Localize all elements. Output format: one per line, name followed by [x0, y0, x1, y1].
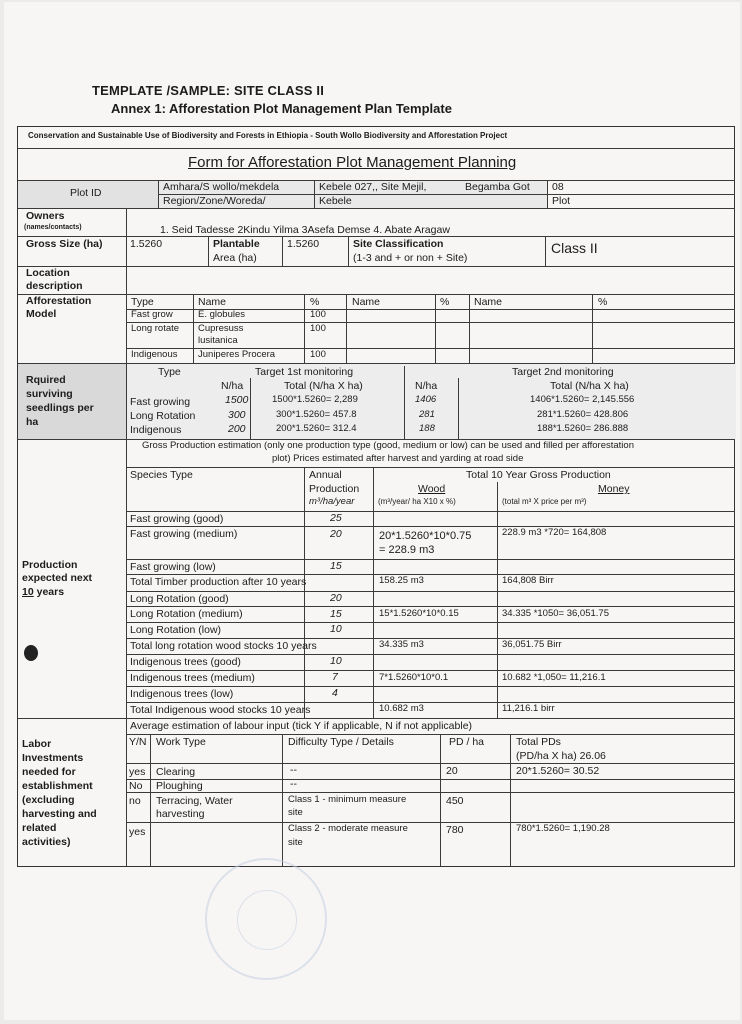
labour-label-6: harvesting and	[22, 808, 97, 820]
labour-row-difficulty: Class 1 - minimum measure	[288, 794, 407, 805]
plantable-value: 1.5260	[287, 238, 320, 250]
model-label: Afforestation	[26, 295, 92, 307]
labour-label-8: activities)	[22, 836, 71, 848]
labour-row-work: Terracing, Water	[156, 795, 233, 807]
labour-note: Average estimation of labour input (tick Y if applicable, N if not applicable)	[130, 720, 473, 732]
model-label-2: Model	[26, 308, 57, 320]
production-row-wood: 20*1.5260*10*0.75	[379, 530, 472, 542]
production-row-ap: 10	[330, 655, 342, 667]
seedlings-row-total2: 281*1.5260= 428.806	[537, 409, 629, 420]
got-value: Begamba Got	[465, 181, 530, 193]
production-row-money: 164,808 Birr	[502, 575, 554, 586]
seedlings-row-n2: 281	[419, 409, 435, 420]
labour-label-7: related	[22, 822, 57, 834]
model-row-name: Cupresuss	[198, 323, 244, 334]
production-row-ap: 20	[330, 592, 342, 604]
model-row-pct: 100	[310, 349, 326, 360]
production-row-name: Total Indigenous wood stocks 10 years	[130, 704, 311, 716]
labour-label-4: establishment	[22, 780, 93, 792]
production-row-name: Fast growing (low)	[130, 561, 216, 573]
seedlings-row-type: Fast growing	[130, 396, 191, 408]
seedlings-label-3: seedlings per	[26, 402, 94, 414]
model-name-header: Name	[198, 296, 227, 308]
nha-header-1: N/ha	[221, 380, 244, 392]
production-row-ap: 7	[332, 671, 338, 683]
production-row-money: 10.682 *1,050= 11,216.1	[502, 672, 606, 683]
labour-row-difficulty-2: site	[288, 837, 303, 848]
labour-row-work: Clearing	[156, 766, 196, 778]
seedlings-type-header: Type	[158, 366, 181, 378]
wood-unit: (m³/year/ ha X10 x %)	[378, 497, 456, 506]
production-row-money: 34.335 *1050= 36,051.75	[502, 608, 609, 619]
seedlings-label-2: surviving	[26, 388, 73, 400]
plantable-unit: Area (ha)	[213, 252, 257, 264]
target1-header: Target 1st monitoring	[255, 366, 354, 378]
official-stamp-seal	[205, 858, 327, 980]
production-label-3	[22, 586, 64, 598]
production-row-ap: 15	[330, 560, 342, 572]
annex-heading: Annex 1: Afforestation Plot Management Plan Template	[111, 101, 452, 116]
model-pct-header-2: %	[440, 296, 450, 308]
labour-row-yn: yes	[129, 766, 146, 778]
form-title: Form for Afforestation Plot Management Planning	[188, 154, 517, 171]
production-row-name: Fast growing (medium)	[130, 528, 238, 540]
seedlings-row-n1: 300	[228, 409, 246, 421]
production-row-ap: 10	[330, 623, 342, 635]
production-row-wood: 158.25 m3	[379, 575, 424, 586]
annual-header-2: Production	[309, 483, 360, 495]
plot-id-label: Plot ID	[70, 187, 102, 199]
location-label-2: description	[26, 280, 83, 292]
owners-value: 1. Seid Tadesse 2Kindu Yilma 3Asefa Demse 4. Abate Aragaw	[160, 224, 450, 236]
pd-ha-header: PD / ha	[449, 736, 485, 748]
model-pct-header: %	[310, 296, 320, 308]
total-pd-header: Total PDs	[516, 736, 561, 748]
production-row-name: Long Rotation (good)	[130, 593, 229, 605]
production-note: Gross Production estimation (only one production type (good, medium or low) can be used and filled per afforestation	[142, 440, 634, 451]
labour-row-work-2: harvesting	[156, 808, 205, 820]
labour-row-pd: 450	[446, 795, 464, 807]
total-header-2: Total (N/ha X ha)	[550, 380, 629, 392]
production-row-name: Indigenous trees (good)	[130, 656, 241, 668]
gross-size-value: 1.5260	[130, 238, 163, 250]
money-header: Money	[598, 483, 630, 495]
seedlings-label	[26, 374, 66, 386]
model-row-pct: 100	[310, 323, 326, 334]
model-type-header: Type	[131, 296, 154, 308]
production-note-2: plot) Prices estimated after harvest and yarding at road side	[272, 453, 524, 464]
plot-number-label: Plot	[552, 195, 571, 207]
labour-label-2: Investments	[22, 752, 84, 764]
seedlings-row-n1: 1500	[225, 394, 249, 406]
seedlings-row-total1: 1500*1.5260= 2,289	[272, 394, 358, 405]
location-label: Location	[26, 267, 70, 279]
production-row-name: Long Rotation (medium)	[130, 608, 243, 620]
model-row-pct: 100	[310, 309, 326, 320]
labour-row-difficulty: --	[290, 764, 297, 776]
labour-row-yn: yes	[129, 826, 146, 838]
site-class-hint: (1-3 and + or non + Site)	[353, 252, 468, 264]
model-pct-header-3: %	[598, 296, 608, 308]
model-row-name-2: lusitanica	[198, 335, 238, 346]
seedlings-row-total1: 300*1.5260= 457.8	[276, 409, 357, 420]
seedlings-row-type: Indigenous	[130, 424, 182, 436]
labour-row-total: 20*1.5260= 30.52	[516, 765, 600, 777]
seedlings-label-prefix: R	[26, 374, 34, 386]
template-heading: TEMPLATE /SAMPLE: SITE CLASS II	[92, 83, 325, 98]
model-row-type: Indigenous	[131, 349, 178, 360]
difficulty-header: Difficulty Type / Details	[288, 736, 394, 748]
production-row-name: Indigenous trees (low)	[130, 688, 234, 700]
labour-label-3: needed for	[22, 766, 76, 778]
site-class-label: Site Classification	[353, 238, 444, 250]
production-row-name: Total long rotation wood stocks 10 years	[130, 640, 317, 652]
seedlings-row-total1: 200*1.5260= 312.4	[276, 423, 357, 434]
production-row-name: Total Timber production after 10 years	[130, 576, 307, 588]
model-name-header-2: Name	[352, 296, 381, 308]
production-row-name: Indigenous trees (medium)	[130, 672, 255, 684]
model-row-name: E. globules	[198, 309, 246, 320]
yn-header: Y/N	[129, 736, 147, 748]
model-name-header-3: Name	[474, 296, 503, 308]
labour-row-difficulty: --	[290, 778, 297, 790]
labour-row-total: 780*1.5260= 1,190.28	[516, 823, 610, 834]
seedlings-label-text: quired	[33, 374, 66, 386]
kebele-value: Kebele 027,, Site Mejil,	[319, 181, 427, 193]
production-row-money: 11,216.1 birr	[502, 703, 555, 714]
seedlings-row-n2: 1406	[415, 394, 437, 405]
model-row-type: Long rotate	[131, 323, 180, 334]
total-header-1: Total (N/ha X ha)	[284, 380, 363, 392]
model-row-name: Juniperes Procera	[198, 349, 276, 360]
work-type-header: Work Type	[156, 736, 206, 748]
region-label: Region/Zone/Woreda/	[163, 195, 266, 207]
labour-label-5: (excluding	[22, 794, 75, 806]
project-name: Conservation and Sustainable Use of Biodiversity and Forests in Ethiopia - South Wollo Biodiversity and Afforestation Project	[28, 131, 508, 140]
production-row-ap: 20	[330, 528, 342, 540]
production-row-wood: 15*1.5260*10*0.15	[379, 608, 459, 619]
production-row-money: 228.9 m3 *720= 164,808	[502, 527, 607, 538]
production-row-ap: 15	[330, 608, 342, 620]
money-unit: (total m³ X price per m³)	[502, 497, 587, 506]
seedlings-row-n1: 200	[228, 423, 246, 435]
nha-header-2: N/ha	[415, 380, 438, 392]
production-row-name: Fast growing (good)	[130, 513, 224, 525]
annual-header-unit: m³/ha/year	[309, 496, 355, 507]
labour-row-yn: no	[129, 795, 141, 807]
seedlings-row-n2: 188	[419, 423, 435, 434]
plantable-label: Plantable	[213, 238, 260, 250]
production-years-word: years	[33, 586, 65, 598]
plot-number-value: 08	[552, 181, 564, 193]
seedlings-row-total2: 188*1.5260= 286.888	[537, 423, 629, 434]
labour-row-difficulty: Class 2 - moderate measure	[288, 823, 408, 834]
production-row-money: 36,051.75 Birr	[502, 639, 562, 650]
site-class-value: Class II	[551, 240, 598, 256]
total10-header: Total 10 Year Gross Production	[466, 469, 611, 481]
production-row-ap: 25	[330, 512, 342, 524]
labour-row-difficulty-2: site	[288, 807, 303, 818]
seedlings-row-total2: 1406*1.5260= 2,145.556	[530, 394, 635, 405]
species-header: Species Type	[130, 469, 193, 481]
production-row-ap: 4	[332, 687, 338, 699]
production-label: Production	[22, 559, 78, 571]
production-label-2: expected next	[22, 572, 93, 584]
production-row-wood-2: = 228.9 m3	[379, 544, 435, 556]
owners-sublabel: (names/contacts)	[24, 224, 82, 231]
total-pd-header-2: (PD/ha X ha) 26.06	[516, 750, 606, 762]
production-years-number: 10	[22, 586, 34, 598]
seedlings-label-4: ha	[26, 416, 39, 428]
model-row-type: Fast grow	[131, 309, 173, 320]
kebele-label: Kebele	[319, 195, 352, 207]
wood-header: Wood	[418, 483, 446, 495]
labour-row-yn: No	[129, 780, 143, 792]
labour-row-pd: 780	[446, 824, 464, 836]
production-row-wood: 34.335 m3	[379, 639, 424, 650]
production-row-wood: 10.682 m3	[379, 703, 424, 714]
labour-row-pd: 20	[446, 765, 458, 777]
production-row-name: Long Rotation (low)	[130, 624, 222, 636]
seedlings-row-type: Long Rotation	[130, 410, 196, 422]
labour-row-work: Ploughing	[156, 780, 203, 792]
gross-size-label: Gross Size (ha)	[26, 238, 103, 250]
production-row-wood: 7*1.5260*10*0.1	[379, 672, 449, 683]
target2-header: Target 2nd monitoring	[512, 366, 614, 378]
punch-hole	[24, 645, 38, 661]
region-value: Amhara/S wollo/mekdela	[163, 181, 280, 193]
labour-label: Labor	[22, 738, 52, 750]
annual-header: Annual	[309, 469, 342, 481]
owners-label: Owners	[26, 210, 65, 222]
